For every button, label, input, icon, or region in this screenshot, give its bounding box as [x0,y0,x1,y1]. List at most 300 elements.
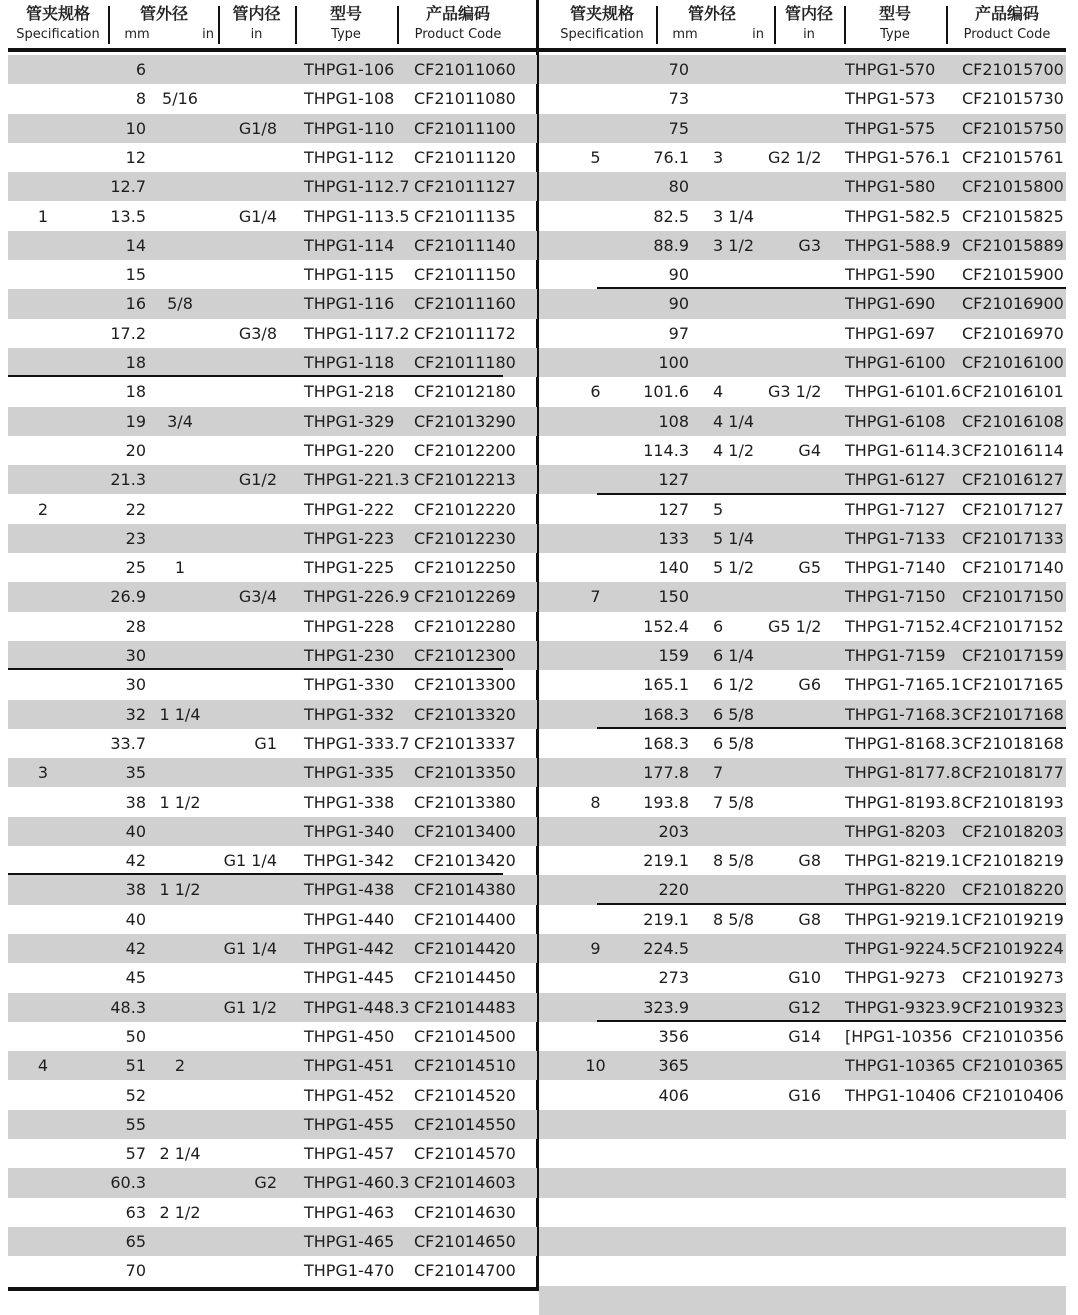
cell-type [845,1286,953,1315]
cell-code: CF21017168 [962,704,1064,724]
cell-od-in [713,1081,768,1110]
header-spec-en: Specification [16,27,100,42]
cell-id-in [212,407,277,436]
cell-mm [640,1227,689,1256]
cell-mm: 88.9 [653,235,689,255]
cell-od-in: 6 1/2 [713,675,755,695]
spec-label: 4 [37,1056,49,1076]
cell-mm: 26.9 [110,587,146,607]
spec-label: 9 [590,939,601,958]
cell-type: THPG1-6127 [845,470,946,490]
cell-code: CF21014380 [414,880,516,900]
cell-type: THPG1-113.5 [304,206,410,226]
cell-mm: 48.3 [110,997,146,1017]
cell-code: CF21017152 [962,616,1064,636]
header-spec-cn: 管夹规格 [25,4,90,23]
cell-code: CF21014510 [414,1056,516,1076]
cell-mm: 203 [658,821,689,841]
cell-type: THPG1-7133 [845,528,946,548]
cell-id-in [212,670,277,699]
cell-type: THPG1-329 [304,411,395,431]
cell-mm: 127 [658,470,689,490]
cell-od-in [150,348,210,377]
header-separator [218,6,220,44]
cell-od-in: 1 1/4 [159,704,201,724]
cell-id-in [212,1051,277,1080]
cell-type: THPG1-112 [304,147,395,167]
cell-od-in [713,319,768,348]
cell-id-in [768,700,821,729]
cell-type: THPG1-7159 [845,646,946,665]
cell-mm: 13.5 [110,206,146,226]
cell-code: CF21014570 [414,1144,516,1164]
cell-code: CF21013350 [414,763,516,783]
cell-code: CF21010356 [962,1026,1064,1046]
cell-code: CF21012230 [414,528,516,548]
header-code-r [946,0,1068,46]
cell-mm [640,1110,689,1139]
cell-type: THPG1-590 [845,265,936,285]
cell-od-in [713,84,768,113]
cell-id-in: G6 [798,675,821,695]
cell-mm: 15 [125,265,146,285]
cell-mm: 70 [125,1261,146,1281]
cell-mm: 177.8 [643,763,689,783]
cell-od-in: 1 1/2 [159,792,201,812]
cell-mm: 38 [125,880,146,900]
cell-mm: 365 [658,1056,689,1076]
cell-type: THPG1-7165.1 [845,675,961,695]
header-id-r-en: in [803,27,815,42]
cell-type: THPG1-230 [304,646,395,665]
cell-od-in [150,1081,210,1110]
cell-code: CF21015800 [962,177,1064,197]
cell-od-in [713,1256,768,1285]
cell-id-in [768,817,821,846]
cell-mm: 75 [668,118,689,138]
cell-od-in [150,963,210,992]
cell-mm: 168.3 [643,704,689,724]
cell-id-in: G3/4 [238,587,277,607]
cell-id-in: G10 [788,968,821,988]
cell-code: CF21018203 [962,821,1064,841]
cell-od-in [713,1051,768,1080]
cell-code [962,1198,1066,1227]
cell-mm: 193.8 [643,792,689,812]
header-od-in [166,0,218,46]
cell-type: THPG1-330 [304,675,395,695]
cell-type [845,1168,953,1197]
cell-id-in [212,55,277,84]
cell-code: CF21015750 [962,118,1064,138]
header-id-en: in [250,27,263,42]
cell-code [962,1139,1066,1168]
cell-code: CF21012200 [414,440,516,460]
cell-code: CF21016127 [962,470,1064,490]
cell-mm: 33.7 [110,733,146,753]
cell-od-in [150,641,210,670]
cell-type: THPG1-570 [845,60,936,79]
cell-od-in [150,846,210,875]
cell-id-in [768,465,821,494]
cell-id-in [212,289,277,318]
header-rule [539,48,1066,52]
cell-od-in: 4 [713,382,724,402]
cell-code: CF21013320 [414,704,516,724]
cell-id-in [768,260,821,289]
spec-label: 7 [590,587,601,607]
cell-od-in: 6 5/8 [713,704,755,724]
cell-mm: 100 [658,353,689,372]
cell-mm: 8 [135,89,146,109]
cell-code: CF21015889 [962,235,1064,255]
header-id-cn: 管内径 [232,4,281,23]
header-separator [774,6,776,44]
cell-mm [640,1286,689,1315]
cell-mm: 219.1 [643,851,689,871]
header-separator [295,6,297,44]
cell-id-in [212,700,277,729]
cell-mm: 17.2 [110,323,146,343]
cell-mm: 150 [658,587,689,607]
cell-mm: 12.7 [110,177,146,197]
header-od-mm-r-en: mm [672,27,698,42]
cell-mm: 108 [658,411,689,431]
cell-code: CF21010406 [962,1085,1064,1105]
cell-code: CF21018220 [962,880,1064,900]
cell-type: THPG1-463 [304,1202,395,1222]
cell-od-in [713,114,768,143]
cell-code: CF21012220 [414,499,516,519]
cell-od-in [713,1227,768,1256]
header-id-r-cn: 管内径 [784,4,833,23]
cell-id-in [768,641,821,670]
cell-id-in [768,758,821,787]
cell-mm: 70 [668,60,689,79]
cell-code: CF21011080 [414,89,516,109]
cell-mm: 220 [658,880,689,900]
cell-type: THPG1-582.5 [845,206,951,226]
cell-mm: 159 [658,646,689,665]
cell-type: THPG1-465 [304,1232,395,1251]
cell-id-in [212,1227,277,1256]
cell-mm: 133 [658,528,689,548]
cell-mm: 22 [125,499,146,519]
cell-od-in [150,729,210,758]
cell-od-in [713,348,768,377]
cell-od-in [150,1022,210,1051]
cell-mm: 165.1 [643,675,689,695]
header-separator [397,6,399,44]
cell-code: CF21016970 [962,323,1064,343]
cell-od-in [713,1168,768,1197]
cell-type: THPG1-9224.5 [845,939,961,958]
cell-id-in [768,1227,821,1256]
cell-id-in [768,114,821,143]
cell-od-in [150,1168,210,1197]
cell-mm: 40 [125,821,146,841]
header-od-mm-r [656,0,737,46]
cell-type: THPG1-220 [304,440,395,460]
cell-id-in: G1/4 [238,206,277,226]
cell-type: THPG1-450 [304,1026,395,1046]
cell-id-in [768,1139,821,1168]
header-od-mm [108,0,189,46]
cell-id-in [768,524,821,553]
cell-mm: 42 [125,851,146,871]
cell-type: THPG1-457 [304,1144,395,1164]
cell-mm: 80 [668,177,689,197]
cell-type [845,1256,953,1285]
cell-code: CF21011160 [414,294,516,314]
header-type-en: Type [331,27,361,42]
header-od-in-en: in [202,27,214,42]
cell-type: THPG1-228 [304,616,395,636]
cell-od-in [150,1110,210,1139]
cell-od-in [150,55,210,84]
cell-id-in: G1/8 [238,118,277,138]
cell-od-in [150,905,210,934]
cell-code: CF21019224 [962,939,1064,958]
cell-id-in [212,348,277,377]
cell-od-in [713,1198,768,1227]
cell-type: THPG1-440 [304,909,395,929]
cell-mm: 97 [668,323,689,343]
cell-mm: 25 [125,558,146,578]
cell-code: CF21017150 [962,587,1064,607]
cell-od-in [713,172,768,201]
cell-id-in [768,1198,821,1227]
spec-label: 5 [590,147,601,167]
spec-label: 2 [37,499,49,519]
header-spec-r-cn: 管夹规格 [569,4,634,23]
cell-code: CF21014603 [414,1173,516,1193]
cell-type: THPG1-335 [304,763,395,783]
cell-type: THPG1-225 [304,558,395,578]
cell-id-in [212,377,277,406]
cell-mm: 14 [125,235,146,255]
cell-id-in [768,495,821,524]
cell-mm: 219.1 [643,909,689,929]
cell-mm: 40 [125,909,146,929]
cell-type: THPG1-6100 [845,353,946,372]
cell-type: THPG1-338 [304,792,395,812]
cell-mm [640,1198,689,1227]
cell-id-in [212,172,277,201]
header-type-r [844,0,946,46]
cell-code: CF21014650 [414,1232,516,1251]
cell-od-in [713,55,768,84]
cell-id-in: G8 [798,851,821,871]
cell-code: CF21013380 [414,792,516,812]
cell-code: CF21014700 [414,1261,516,1281]
cell-code: CF21018219 [962,851,1064,871]
header-id-r [774,0,844,46]
cell-od-in: 1 [174,558,186,578]
header-code-r-cn: 产品编码 [974,4,1039,23]
cell-code: CF21011120 [414,147,516,167]
cell-od-in [150,934,210,963]
cell-code: CF21016108 [962,411,1064,431]
cell-od-in: 4 1/2 [713,440,755,460]
cell-type: THPG1-7140 [845,558,946,578]
cell-od-in [150,582,210,611]
cell-id-in [212,436,277,465]
cell-od-in [713,260,768,289]
cell-od-in: 3 1/2 [713,235,755,255]
cell-id-in: G8 [798,909,821,929]
cell-type: THPG1-112.7 [304,177,410,197]
cell-type: THPG1-452 [304,1085,395,1105]
cell-id-in [212,758,277,787]
cell-code: CF21017127 [962,499,1064,519]
cell-code: CF21011060 [414,60,516,79]
cell-mm: 23 [125,528,146,548]
header-type-r-cn: 型号 [878,4,911,23]
cell-mm: 20 [125,440,146,460]
cell-code: CF21010365 [962,1056,1064,1076]
cell-id-in [768,348,821,377]
cell-type: THPG1-226.9 [304,587,410,607]
cell-code: CF21019273 [962,968,1064,988]
cell-mm: 273 [658,968,689,988]
cell-id-in [768,1256,821,1285]
cell-type: THPG1-223 [304,528,395,548]
cell-mm: 152.4 [643,616,689,636]
cell-od-in [150,670,210,699]
cell-type: THPG1-342 [304,851,395,871]
cell-id-in [212,1022,277,1051]
cell-od-in [713,817,768,846]
cell-od-in: 6 [713,616,724,636]
cell-type: THPG1-580 [845,177,936,197]
header-spec-r [548,0,656,46]
cell-od-in [150,319,210,348]
cell-type: THPG1-9219.1 [845,909,961,929]
header-code-cn: 产品编码 [425,4,490,23]
cell-mm: 18 [125,353,146,372]
cell-id-in [768,289,821,318]
spec-label: 1 [37,206,49,226]
header-separator [946,6,948,44]
cell-mm: 57 [125,1144,146,1164]
cell-code: CF21012180 [414,382,516,402]
header-separator [656,6,658,44]
cell-id-in [768,934,821,963]
cell-od-in [150,524,210,553]
cell-mm [640,1168,689,1197]
cell-code: CF21016101 [962,382,1064,402]
cell-code [962,1256,1066,1285]
cell-mm: 90 [668,294,689,314]
cell-mm: 19 [125,411,146,431]
cell-id-in [212,143,277,172]
cell-id-in: G1 1/4 [223,939,277,958]
cell-type: THPG1-10365 [845,1056,956,1076]
cell-od-in [713,1022,768,1051]
cell-code: CF21015730 [962,89,1064,109]
cell-code: CF21011180 [414,353,516,372]
cell-code: CF21012213 [414,470,516,490]
header-type [295,0,397,46]
cell-od-in: 5/16 [162,89,198,109]
cell-id-in [768,202,821,231]
cell-id-in: G1 [254,733,277,753]
header-od-mm-cn: 管外径 [140,4,189,23]
cell-type: THPG1-575 [845,118,936,138]
cell-mm: 32 [125,704,146,724]
cell-id-in [768,1286,821,1315]
cell-od-in: 3 [713,147,724,167]
cell-type: THPG1-106 [304,60,395,79]
cell-od-in [150,465,210,494]
cell-mm: 50 [125,1026,146,1046]
spec-label: 8 [590,792,601,812]
cell-type: THPG1-588.9 [845,235,951,255]
cell-od-in [150,817,210,846]
cell-code: CF21012269 [414,587,516,607]
cell-id-in: G3/8 [238,323,277,343]
cell-od-in [713,289,768,318]
cell-type: THPG1-114 [304,235,395,255]
cell-type: THPG1-7150 [845,587,946,607]
cell-type: THPG1-460.3 [304,1173,410,1193]
cell-id-in [768,1051,821,1080]
header-code [397,0,519,46]
cell-type: THPG1-455 [304,1114,395,1134]
cell-type: THPG1-442 [304,939,395,958]
cell-od-in: 5 1/2 [713,558,755,578]
cell-id-in [212,231,277,260]
cell-code [962,1110,1066,1139]
cell-id-in [768,55,821,84]
cell-code: CF21017165 [962,675,1064,695]
cell-od-in [713,875,768,904]
cell-od-in [150,1256,210,1285]
cell-od-in: 3 1/4 [713,206,755,226]
cell-mm: 35 [125,763,146,783]
cell-type: THPG1-7127 [845,499,946,519]
cell-type: THPG1-108 [304,89,395,109]
cell-code [962,1227,1066,1256]
header-od-mm-r-cn: 管外径 [688,4,737,23]
cell-od-in: 8 5/8 [713,909,755,929]
cell-code [962,1168,1066,1197]
cell-id-in: G12 [788,997,821,1017]
cell-type: THPG1-340 [304,821,395,841]
cell-id-in: G14 [788,1026,821,1046]
header-od-mm-en: mm [124,27,150,42]
cell-code: CF21011135 [414,206,516,226]
cell-od-in: 7 5/8 [713,792,755,812]
cell-id-in [768,729,821,758]
cell-od-in [713,1110,768,1139]
cell-id-in [768,84,821,113]
cell-mm: 55 [125,1114,146,1134]
cell-code: CF21019219 [962,909,1064,929]
header-od-in-r [714,0,768,46]
cell-id-in [768,1168,821,1197]
cell-od-in [713,934,768,963]
cell-od-in [150,377,210,406]
cell-code: CF21012250 [414,558,516,578]
cell-type: THPG1-576.1 [845,147,951,167]
cell-code [962,1286,1066,1315]
cell-code: CF21011140 [414,235,516,255]
cell-code: CF21016900 [962,294,1064,314]
cell-mm: 10 [125,118,146,138]
cell-code: CF21014630 [414,1202,516,1222]
